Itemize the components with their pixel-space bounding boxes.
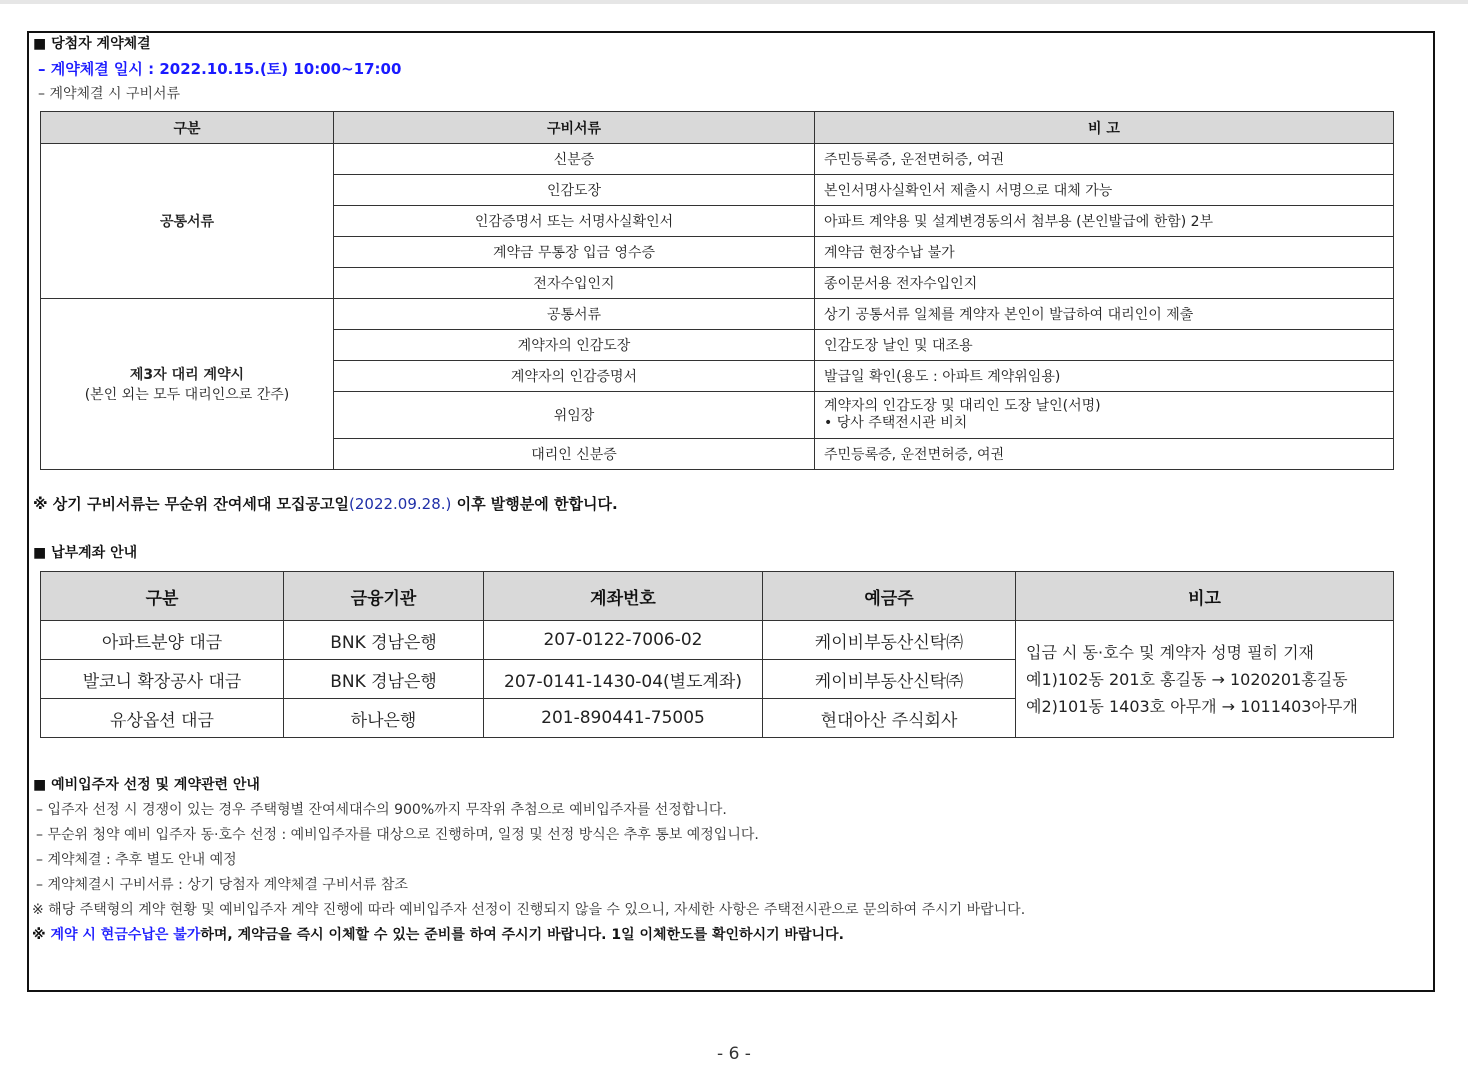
table-row <box>41 299 1394 330</box>
note-cell: 본인서명사실확인서 제출시 서명으로 대체 가능 <box>815 175 1394 206</box>
group-proxy-title: 제3자 대리 계약시 <box>129 367 245 383</box>
doc-cell: 대리인 신분증 <box>334 439 815 470</box>
info-line: ※ 해당 주택형의 계약 현황 및 예비입주자 계약 진행에 따라 예비입주자 선정이 진행되지 않을 수 있으니, 자세한 사항은 주택전시관으로 문의하여 주시기 바랍니다. <box>32 902 1026 918</box>
note-cell: 종이문서용 전자수입인지 <box>815 268 1394 299</box>
header-remarks: 비 고 <box>815 112 1394 144</box>
account-number: 201-890441-75005 <box>484 699 763 738</box>
notice-mark: ※ <box>32 927 51 943</box>
required-documents-table <box>40 111 1394 470</box>
note-line: 예2)101동 1403호 아무개 → 1011403아무개 <box>1026 696 1358 716</box>
doc-cell: 전자수입인지 <box>334 268 815 299</box>
note-line: 계약자의 인감도장 및 대리인 도장 날인(서명) <box>824 398 1101 414</box>
payment-type: 유상옵션 대금 <box>41 699 284 738</box>
note-line: • 당사 주택전시관 비치 <box>824 415 968 431</box>
documents-footnote <box>33 493 618 514</box>
info-line: – 입주자 선정 시 경쟁이 있는 경우 주택형별 잔여세대수의 900%까지 무작위 추첨으로 예비입주자를 선정합니다. <box>36 802 727 818</box>
top-border-line <box>0 0 1468 4</box>
doc-cell: 신분증 <box>334 144 815 175</box>
payment-type: 발코니 확장공사 대금 <box>41 660 284 699</box>
bank-name: 하나은행 <box>284 699 484 738</box>
header-category: 구분 <box>41 112 334 144</box>
account-number: 207-0122-7006-02 <box>484 621 763 660</box>
doc-cell: 계약금 무통장 입금 영수증 <box>334 237 815 268</box>
bank-name: BNK 경남은행 <box>284 660 484 699</box>
contract-docs-line: – 계약체결 시 구비서류 <box>38 86 181 102</box>
account-holder: 케이비부동산신탁㈜ <box>763 621 1016 660</box>
deposit-note <box>1016 621 1394 738</box>
group-proxy-subtitle: (본인 외는 모두 대리인으로 간주) <box>84 387 290 403</box>
table-row <box>41 144 1394 175</box>
note-cell: 아파트 계약용 및 설계변경동의서 첨부용 (본인발급에 한함) 2부 <box>815 206 1394 237</box>
group-proxy-contract <box>41 299 334 470</box>
cash-notice-line <box>32 924 844 944</box>
doc-cell: 공통서류 <box>334 299 815 330</box>
header-documents: 구비서류 <box>334 112 815 144</box>
section-title-accounts: ■ 납부계좌 안내 <box>33 545 138 561</box>
doc-cell: 계약자의 인감증명서 <box>334 361 815 392</box>
doc-cell: 계약자의 인감도장 <box>334 330 815 361</box>
info-line: – 계약체결시 구비서류 : 상기 당첨자 계약체결 구비서류 참조 <box>36 877 408 893</box>
note-line: 예1)102동 201호 홍길동 → 1020201홍길동 <box>1026 669 1348 689</box>
payment-type: 아파트분양 대금 <box>41 621 284 660</box>
note-cell: 주민등록증, 운전면허증, 여권 <box>815 144 1394 175</box>
header-holder: 예금주 <box>763 572 1016 621</box>
doc-cell: 인감도장 <box>334 175 815 206</box>
footnote-text-end: 이후 발행분에 한합니다. <box>451 495 618 513</box>
info-line: – 계약체결 : 추후 별도 안내 예정 <box>36 852 237 868</box>
note-cell: 계약금 현장수납 불가 <box>815 237 1394 268</box>
contract-date-line: – 계약체결 일시 : 2022.10.15.(토) 10:00~17:00 <box>38 60 402 78</box>
page-number: - 6 - <box>717 1044 751 1064</box>
notice-text: 하며, 계약금을 즉시 이체할 수 있는 준비를 하여 주시기 바랍니다. 1일 이체한도를 확인하시기 바랍니다. <box>200 927 844 943</box>
header-category: 구분 <box>41 572 284 621</box>
note-cell <box>815 392 1394 439</box>
footnote-text: ※ 상기 구비서류는 무순위 잔여세대 모집공고일 <box>33 495 350 513</box>
doc-cell: 위임장 <box>334 392 815 439</box>
header-account: 계좌번호 <box>484 572 763 621</box>
note-cell: 인감도장 날인 및 대조용 <box>815 330 1394 361</box>
account-holder: 현대아산 주식회사 <box>763 699 1016 738</box>
header-bank: 금융기관 <box>284 572 484 621</box>
header-note: 비고 <box>1016 572 1394 621</box>
notice-highlight: 계약 시 현금수납은 불가 <box>50 927 201 943</box>
account-holder: 케이비부동산신탁㈜ <box>763 660 1016 699</box>
note-cell: 상기 공통서류 일체를 계약자 본인이 발급하여 대리인이 제출 <box>815 299 1394 330</box>
section-title-contract: ■ 당첨자 계약체결 <box>33 36 151 52</box>
doc-cell: 인감증명서 또는 서명사실확인서 <box>334 206 815 237</box>
table-row <box>41 621 1394 660</box>
info-line: – 무순위 청약 예비 입주자 동·호수 선정 : 예비입주자를 대상으로 진행하며, 일정 및 선정 방식은 추후 통보 예정입니다. <box>36 827 759 843</box>
note-cell: 주민등록증, 운전면허증, 여권 <box>815 439 1394 470</box>
footnote-date: (2022.09.28.) <box>349 495 452 513</box>
account-number: 207-0141-1430-04(별도계좌) <box>484 660 763 699</box>
payment-accounts-table <box>40 571 1394 738</box>
bank-name: BNK 경남은행 <box>284 621 484 660</box>
note-line: 입금 시 동·호수 및 계약자 성명 필히 기재 <box>1026 642 1314 662</box>
note-cell: 발급일 확인(용도 : 아파트 계약위임용) <box>815 361 1394 392</box>
section-title-waitlist: ■ 예비입주자 선정 및 계약관련 안내 <box>33 777 260 793</box>
group-common-documents: 공통서류 <box>41 144 334 299</box>
table-header-row <box>41 572 1394 621</box>
table-header-row <box>41 112 1394 144</box>
